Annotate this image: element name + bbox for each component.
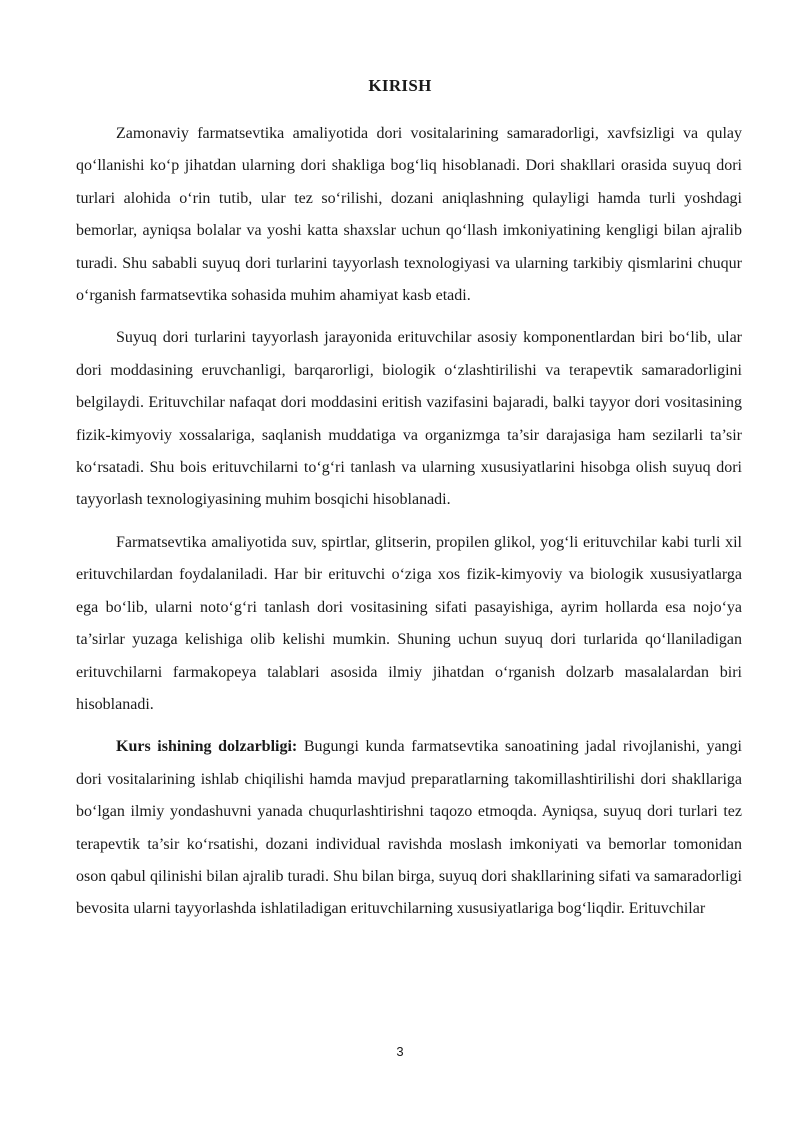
paragraph-2 <box>76 322 742 516</box>
body-text <box>76 118 742 936</box>
paragraph-3 <box>76 527 742 721</box>
paragraph-4 <box>76 731 742 925</box>
paragraph-4-text: Bugungi kunda farmatsevtika sanoatining jadal rivojlanishi, yangi dori vositalarining ishlab chiqilishi hamda mavjud preparatlarning takomillashtirilishi dori shakllariga bo‘lgan ilmiy yondashuvni yanada chuqurlashtirishni taqozo etmoqda. Ayniqsa, suyuq dori turlari tez terapevtik ta’sir ko‘rsatishi, dozani individual ravishda moslash imkoniyati va bemorlar tomonidan oson qabul qilinishi bilan ajralib turadi. Shu bilan birga, suyuq dori shakllarining sifati va samaradorligi bevosita ularni tayyorlashda ishlatiladigan erituvchilarning xususiyatlariga bog‘liqdir. Erituvchilar <box>76 738 742 918</box>
section-title: KIRISH <box>368 76 432 95</box>
page-number: 3 <box>396 1044 404 1059</box>
paragraph-2-text: Suyuq dori turlarini tayyorlash jarayonida erituvchilar asosiy komponentlardan biri bo‘lib, ular dori moddasining eruvchanligi, barqarorligi, biologik o‘zlashtirilishi va terapevtik samaradorligini belgilaydi. Erituvchilar nafaqat dori moddasini eritish vazifasini bajaradi, balki tayyor dori vositasining fizik-kimyoviy xossalariga, saqlanish muddatiga va organizmga ta’sir darajasiga ham sezilarli ta’sir ko‘rsatadi. Shu bois erituvchilarni to‘g‘ri tanlash va ularning xususiyatlarini hisobga olish suyuq dori tayyorlash texnologiyasining muhim bosqichi hisoblanadi. <box>76 329 742 509</box>
paragraph-1 <box>76 118 742 312</box>
paragraph-3-text: Farmatsevtika amaliyotida suv, spirtlar, glitserin, propilen glikol, yog‘li erituvchilar kabi turli xil erituvchilardan foydalaniladi. Har bir erituvchi o‘ziga xos fizik-kimyoviy va biologik xususiyatlarga ega bo‘lib, ularni noto‘g‘ri tanlash dori vositasining sifati pasayishiga, ayrim hollarda esa nojo‘ya ta’sirlar yuzaga kelishiga olib kelishi mumkin. Shuning uchun suyuq dori turlarida qo‘llaniladigan erituvchilarni farmakopeya talablari asosida ilmiy jihatdan o‘rganish dolzarb masalalardan biri hisoblanadi. <box>76 533 742 713</box>
paragraph-1-text: Zamonaviy farmatsevtika amaliyotida dori vositalarining samaradorligi, xavfsizligi va qulay qo‘llanishi ko‘p jihatdan ularning dori shakliga bog‘liq hisoblanadi. Dori shakllari orasida suyuq dori turlari alohida o‘rin tutib, ular tez so‘rilishi, dozani aniqlashning qulayligi hamda turli yoshdagi bemorlar, ayniqsa bolalar va yoshi katta shaxslar uchun qo‘llash imkoniyatining kengligi bilan ajralib turadi. Shu sababli suyuq dori turlarini tayyorlash texnologiyasi va ularning tarkibiy qismlarini chuqur o‘rganish farmatsevtika sohasida muhim ahamiyat kasb etadi. <box>76 125 742 305</box>
paragraph-4-lead: Kurs ishining dolzarbligi: <box>116 738 298 756</box>
